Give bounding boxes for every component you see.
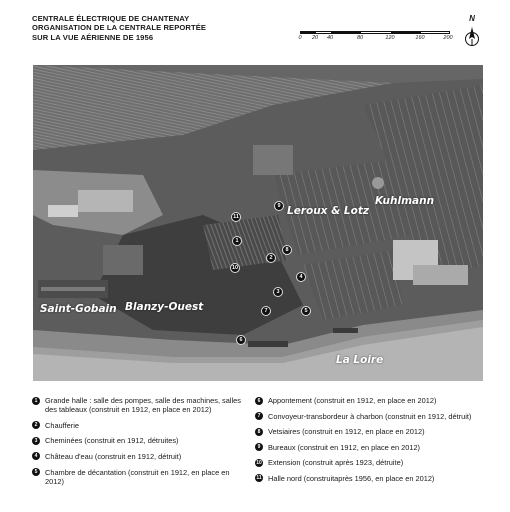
- legend-text: Convoyeur-transbordeur à charbon (construit en 1912, détruit): [268, 411, 472, 421]
- map-marker: 5: [301, 306, 311, 316]
- map-marker: 10: [231, 265, 239, 271]
- legend-item: [32, 436, 246, 445]
- map-marker: 6: [236, 335, 246, 345]
- legend-item: [255, 474, 485, 483]
- legend-number: 11: [256, 475, 262, 482]
- legend-number: 4: [32, 452, 40, 460]
- site-label-saint-gobain: Saint-Gobain: [40, 303, 117, 315]
- legend-item: [255, 396, 485, 405]
- legend-text: Chaufferie: [45, 420, 79, 430]
- legend-text: Halle nord (construitaprès 1956, en place en 2012): [268, 473, 435, 483]
- legend-text: Chambre de décantation (construit en 1912, en place en 2012): [45, 467, 230, 486]
- scale-tick-label: 160: [415, 35, 425, 41]
- scale-tick-label: 120: [385, 35, 395, 41]
- legend-text: Extension (construit après 1923, détruite): [268, 458, 404, 468]
- site-label-la-loire: La Loire: [336, 354, 384, 366]
- map-marker: 2: [266, 253, 276, 263]
- north-arrow: [462, 14, 482, 50]
- map-marker: 4: [296, 272, 306, 282]
- map-marker: 1: [232, 236, 242, 246]
- scale-segment: [391, 32, 421, 33]
- north-arrow-icon: [464, 26, 480, 48]
- legend-right: [255, 396, 485, 490]
- north-label: N: [469, 14, 475, 23]
- title-line-3: SUR LA VUE AÉRIENNE DE 1956: [32, 32, 154, 42]
- site-label-kuhlmann: Kuhlmann: [375, 195, 435, 207]
- map-marker: 8: [282, 245, 292, 255]
- legend-text: Bureaux (construit en 1912, en place en 2012): [268, 442, 421, 452]
- title-line-2: ORGANISATION DE LA CENTRALE REPORTÉE: [32, 23, 207, 33]
- legend-number: 3: [32, 437, 40, 445]
- legend-number: 1: [32, 397, 40, 405]
- map-marker: 3: [273, 287, 283, 297]
- legend-number: 9: [255, 443, 263, 451]
- scale-tick-label: 40: [326, 35, 334, 41]
- scale-bar-graphic: [300, 31, 450, 34]
- aerial-photo: [33, 65, 483, 381]
- site-label-blanzy-ouest: Blanzy-Ouest: [125, 301, 204, 313]
- legend-item: [32, 396, 246, 414]
- legend-item: [32, 421, 246, 430]
- legend-number: 5: [32, 468, 40, 476]
- map-title: [32, 14, 332, 42]
- legend-item: [255, 412, 485, 421]
- legend-number: 7: [255, 412, 263, 420]
- scale-tick-label: 20: [311, 35, 319, 41]
- legend-number: 6: [255, 397, 263, 405]
- legend-number: 10: [256, 459, 262, 466]
- legend-item: [255, 458, 485, 467]
- legend-text: Cheminées (construit en 1912, détruites): [45, 436, 179, 446]
- legend-left: [32, 396, 246, 492]
- title-line-1: CENTRALE ÉLECTRIQUE DE CHANTENAY: [32, 14, 190, 23]
- legend-item: [255, 427, 485, 436]
- legend-text: Vetsiaires (construit en 1912, en place en 2012): [268, 427, 425, 437]
- scale-segment: [301, 32, 316, 33]
- scale-tick-label: 200: [443, 35, 453, 41]
- legend-number: 8: [255, 428, 263, 436]
- map-marker: 7: [261, 306, 271, 316]
- legend-item: [255, 443, 485, 452]
- site-label-leroux-lotz: Leroux & Lotz: [287, 205, 369, 217]
- legend-text: Grande halle : salle des pompes, salle des machines, salles des tableaux (construit en 1912, en place en 2012): [45, 396, 241, 415]
- legend-number: 2: [32, 421, 40, 429]
- aerial-photo-map: [33, 65, 483, 381]
- scale-tick-label: 0: [298, 35, 302, 41]
- legend-item: [32, 452, 246, 461]
- legend-text: Château d'eau (construit en 1912, détruit): [45, 451, 182, 461]
- scale-segment: [331, 32, 361, 33]
- scale-bar: [300, 23, 452, 47]
- scale-tick-label: 80: [356, 35, 364, 41]
- map-marker: 9: [274, 201, 284, 211]
- legend-text: Appontement (construit en 1912, en place en 2012): [268, 396, 437, 405]
- map-marker: 11: [231, 212, 241, 222]
- legend-item: [32, 468, 246, 486]
